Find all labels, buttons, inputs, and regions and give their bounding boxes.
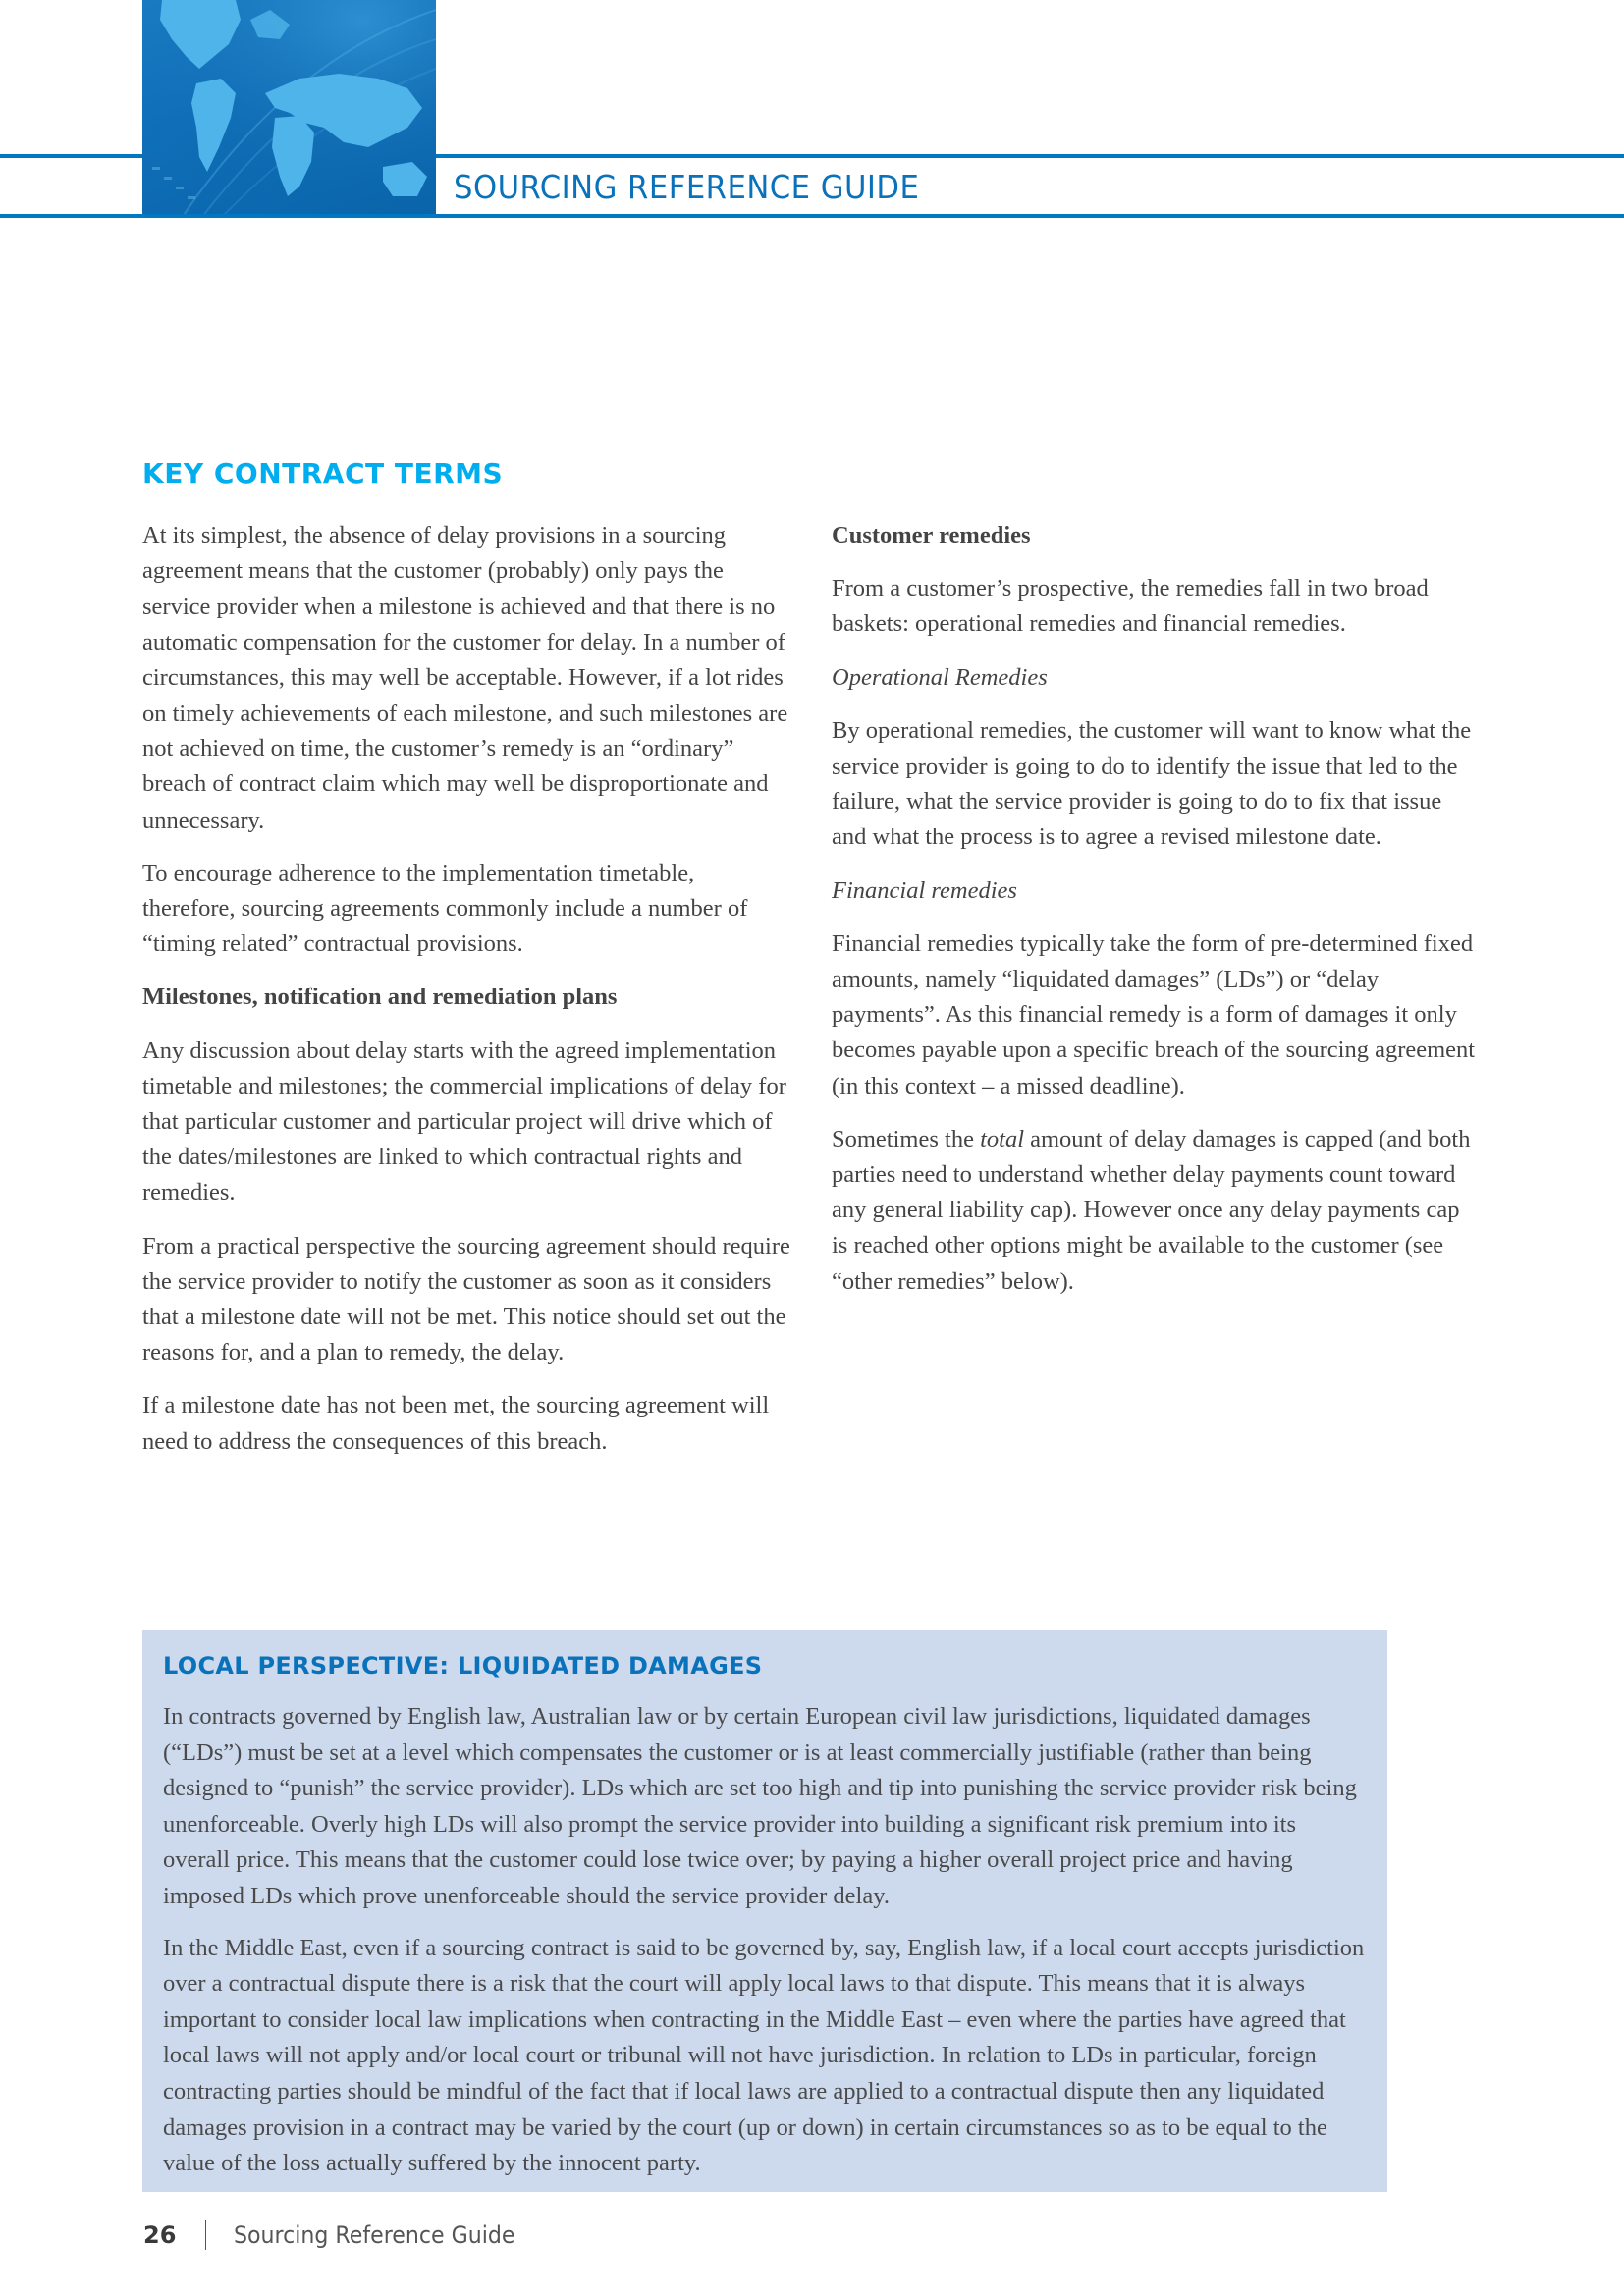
globe-icon <box>142 0 436 218</box>
subheading-milestones: Milestones, notification and remediation plans <box>142 984 618 1011</box>
paragraph: Financial remedies typically take the form of pre-determined fixed amounts, namely “liquidated damages” (LDs”) or “delay payments”. As this financial remedy is a form of damages it only becomes payable upon a specific breach of the sourcing agreement (in this context – a missed deadline). <box>832 930 1476 1099</box>
paragraph: To encourage adherence to the implementation timetable, therefore, sourcing agreements commonly include a number of “timing related” contractual provisions. <box>142 859 748 958</box>
section-heading: KEY CONTRACT TERMS <box>142 457 504 490</box>
document-title: SOURCING REFERENCE GUIDE <box>454 168 920 206</box>
paragraph <box>832 1122 1480 1300</box>
left-column <box>142 518 790 1477</box>
local-perspective-callout <box>142 1630 1387 2192</box>
paragraph: If a milestone date has not been met, the sourcing agreement will need to address the consequences of this breach. <box>142 1392 770 1455</box>
footer-divider <box>205 2220 206 2250</box>
text-run: amount of delay damages is capped (and both parties need to understand whether delay payments count toward any general liability cap). However once any delay payments cap is reached other options might be available to the customer (see “other remedies” below). <box>832 1125 1471 1295</box>
page-number: 26 <box>143 2221 177 2249</box>
subheading-operational-remedies: Operational Remedies <box>832 664 1048 691</box>
paragraph: At its simplest, the absence of delay provisions in a sourcing agreement means that the customer (probably) only pays the service provider when a milestone is achieved and that there is no automatic compensation for the customer for delay. In a number of circumstances, this may well be acceptable. However, if a lot rides on timely achievements of each milestone, and such milestones are not achieved on time, the customer’s remedy is an “ordinary” breach of contract claim which may well be disproportionate and unnecessary. <box>142 522 788 833</box>
paragraph: From a customer’s prospective, the remedies fall in two broad baskets: operational remedies and financial remedies. <box>832 575 1429 638</box>
paragraph: Any discussion about delay starts with the agreed implementation timetable and milestones; the commercial implications of delay for that particular customer and particular project will drive which of the dates/milestones are linked to which contractual rights and remedies. <box>142 1037 786 1206</box>
subheading-customer-remedies: Customer remedies <box>832 522 1031 549</box>
right-column <box>832 518 1480 1317</box>
header-rule-bottom <box>0 214 1624 218</box>
paragraph: By operational remedies, the customer will want to know what the service provider is going to do to identify the issue that led to the failure, what the service provider is going to do to fix that issue and what the process is to agree a revised milestone date. <box>832 717 1472 851</box>
subheading-financial-remedies: Financial remedies <box>832 877 1017 904</box>
paragraph: From a practical perspective the sourcing agreement should require the service provider to notify the customer as soon as it considers that a milestone date will not be met. This notice should set out the reasons for, and a plan to remedy, the delay. <box>142 1232 790 1366</box>
text-run: Sometimes the <box>832 1125 981 1152</box>
callout-paragraph: In the Middle East, even if a sourcing contract is said to be governed by, say, English law, if a local court accepts jurisdiction over a contractual dispute there is a risk that the court will apply local laws to that dispute. This means that it is always important to consider local law implications when contracting in the Middle East – even where the parties have agreed that local laws will not apply and/or local court or tribunal will not have jurisdiction. In relation to LDs in particular, foreign contracting parties should be mindful of the fact that if local laws are applied to a contractual dispute then any liquidated damages provision in a contract may be varied by the court (up or down) in certain circumstances so as to be equal to the value of the loss actually suffered by the innocent party. <box>163 1934 1365 2177</box>
callout-paragraph: In contracts governed by English law, Australian law or by certain European civil law jurisdictions, liquidated damages (“LDs”) must be set at a level which compensates the customer or is at least commercially justifiable (rather than being designed to “punish” the service provider). LDs which are set too high and tip into punishing the service provider risk being unenforceable. Overly high LDs will also prompt the service provider into building a significant risk premium into its overall price. This means that the customer could lose twice over; by paying a higher overall project price and having imposed LDs which prove unenforceable should the service provider delay. <box>163 1703 1357 1909</box>
publication-name: Sourcing Reference Guide <box>234 2221 515 2249</box>
callout-heading: LOCAL PERSPECTIVE: LIQUIDATED DAMAGES <box>163 1652 763 1680</box>
page-footer <box>143 2220 540 2250</box>
emphasis-text: total <box>980 1125 1024 1152</box>
world-map-banner-image <box>142 0 436 218</box>
